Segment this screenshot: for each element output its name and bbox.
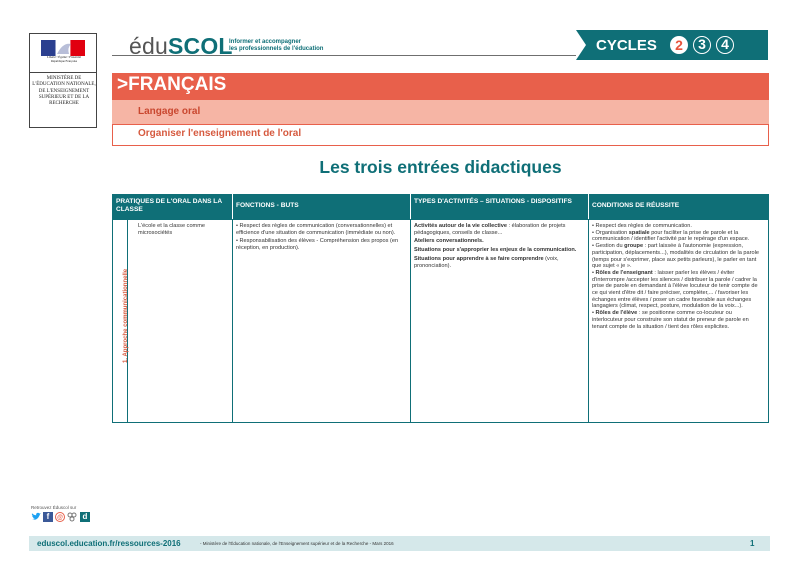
ministry-logo [29, 33, 97, 128]
republic-motto: Liberté • Égalité • Fraternité République Française [47, 55, 81, 63]
dailymotion-icon[interactable]: d [80, 512, 90, 522]
cell-conditions: • Respect des règles de communication. • Organisation spatiale pour faciliter la prise de parole et la communication / identifier l'activité par le repérage d'un espace. • Gestion du groupe : part laissée à l'autonomie (expression, participation, déplacements...), modalités de circulation de la parole (temps pour s'exprimer, place aux petits parleurs), le parler en tant que sujet « je ». • Rôles de l'enseignant : laisser parler les élèves / éviter d'interrompre /accepter les silences / distribuer la parole / cadrer la prise de parole en demandant à l'élève locuteur de tenir compte de ce qui vient d'être dit / faire préciser, compléter,... / favoriser les échanges entre élèves / poser un cadre favorable aux échanges langagiers (climat, respect, posture, modulation de la voix...). • Rôles de l'élève : se positionne comme co-locuteur ou interlocuteur pour construire son statut de preneur de parole en tenant compte de la situation / tient des rôles explicites. [592, 223, 759, 330]
header-conditions: CONDITIONS DE RÉUSSITE [592, 202, 680, 209]
cycle-4-badge[interactable]: 4 [716, 36, 734, 54]
table-row [112, 219, 769, 423]
cell-fonctions: • Respect des règles de communication (conversationnelles) et efficience d'une situation de communication (immédiate ou non). • Responsabilisation des élèves - Compréhension des propos (en réception, en production). [236, 223, 399, 252]
eduscol-tagline: Informer et accompagner les professionnels de l'éducation [229, 39, 324, 52]
pearltrees-icon[interactable] [67, 512, 77, 522]
scoopit-icon[interactable]: @ [55, 512, 65, 522]
ministry-name: MINISTÈRE DE L'ÉDUCATION NATIONALE, DE L'ENSEIGNEMENT SUPÉRIEUR ET DE LA RECHERCHE [32, 76, 96, 107]
cell-pratique: L'école et la classe comme microsociétés [138, 223, 205, 236]
header-activites: TYPES D'ACTIVITÉS – SITUATIONS - DISPOSITIFS [414, 198, 572, 205]
domain-band [112, 100, 769, 124]
marianne-flag-icon [41, 40, 85, 56]
didactic-table [112, 194, 769, 422]
header-pratiques: PRATIQUES DE L'ORAL DANS LA CLASSE [116, 198, 222, 213]
row-label: 1. Approche communicationnelle [123, 268, 129, 363]
subject-title: >FRANÇAIS [117, 74, 227, 95]
chevron-right-icon: > [117, 74, 129, 95]
page-title: Les trois entrées didactiques [319, 157, 562, 177]
cycle-3-badge[interactable]: 3 [693, 36, 711, 54]
footer-url[interactable]: eduscol.education.fr/ressources-2016 [37, 539, 181, 548]
follow-label: Retrouvez Éduscol sur [31, 505, 77, 510]
cycle-2-badge[interactable]: 2 [670, 36, 688, 54]
subdomain-label: Organiser l'enseignement de l'oral [138, 128, 302, 139]
footer-ministry: - Ministère de l'Éducation nationale, de l'Enseignement supérieur et de la Recherche - Mars 2016 [200, 541, 394, 546]
cell-activites: Activités autour de la vie collective : élaboration de projets pédagogiques, conseils de classe... Ateliers conversationnels. Situations pour s'approprier les enjeux de la communication. Situations pour apprendre à se faire comprendre (voix, prononciation). [414, 223, 577, 269]
eduscol-logo[interactable]: éduSCOL [129, 33, 233, 59]
header-fonctions: FONCTIONS - BUTS [236, 202, 299, 209]
domain-label: Langage oral [138, 106, 201, 117]
facebook-icon[interactable]: f [43, 512, 53, 522]
cycles-label: CYCLES [596, 37, 657, 54]
table-header [112, 194, 769, 219]
twitter-icon[interactable] [31, 512, 41, 522]
page-number: 1 [750, 539, 755, 548]
